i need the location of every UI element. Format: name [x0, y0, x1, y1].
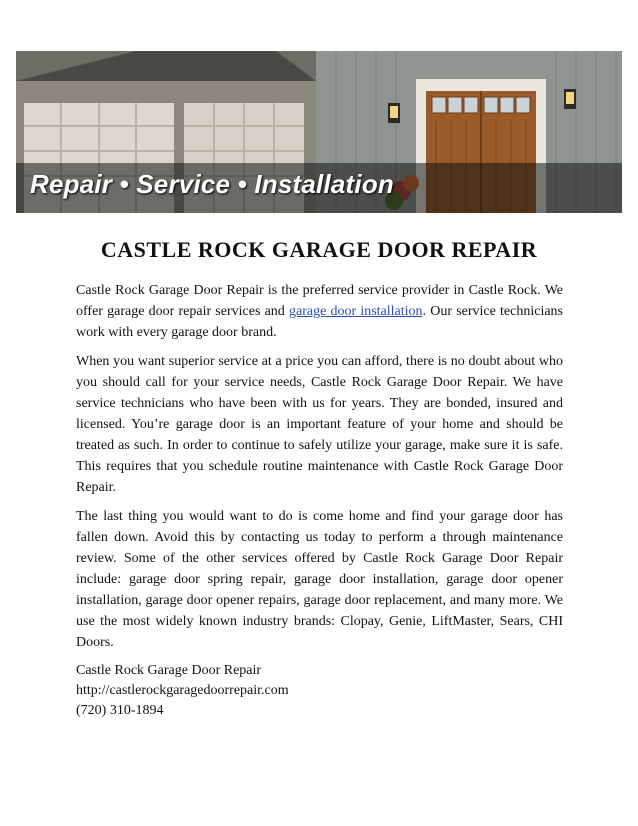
paragraph-intro-text-after: . Our service technicians work with every garage door brand.	[76, 304, 563, 340]
paragraph-service: When you want superior service at a price you can afford, there is no doubt about who you should call for your service needs, Castle Rock Garage Door Repair. We have service technicians who have been with us for years. They are bonded, insured and licensed. You’re garage door is an important feature of your home and should be treated as such. In order to continue to safely utilize your garage, make sure it is safe. This requires that you schedule routine maintenance with Castle Rock Garage Door Repair.	[76, 354, 563, 495]
paragraph-intro	[76, 280, 563, 343]
header-banner-image	[16, 51, 622, 213]
paragraph-maintenance: The last thing you would want to do is come home and find your garage door has fallen down. Avoid this by contacting us today to perform a through maintenance review. Some of the other services offered by Castle Rock Garage Door Repair include: garage door spring repair, garage door installation, garage door opener installation, garage door opener repairs, garage door replacement, and many more. We use the most widely known industry brands: Clopay, Genie, LiftMaster, Sears, CHI Doors.	[76, 509, 563, 650]
banner-tagline: Repair • Service • Installation	[30, 169, 394, 199]
page-title: CASTLE ROCK GARAGE DOOR REPAIR	[100, 237, 538, 262]
paragraph-intro-text-before: Castle Rock Garage Door Repair is the preferred service provider in Castle Rock. We offer garage door repair services and	[76, 283, 563, 319]
contact-website: http://castlerockgaragedoorrepair.com	[76, 683, 289, 698]
contact-phone: (720) 310-1894	[76, 703, 164, 718]
contact-company: Castle Rock Garage Door Repair	[76, 663, 262, 678]
article-body	[76, 280, 563, 721]
contact-block	[76, 661, 563, 721]
garage-door-installation-link[interactable]: garage door installation	[288, 304, 423, 319]
